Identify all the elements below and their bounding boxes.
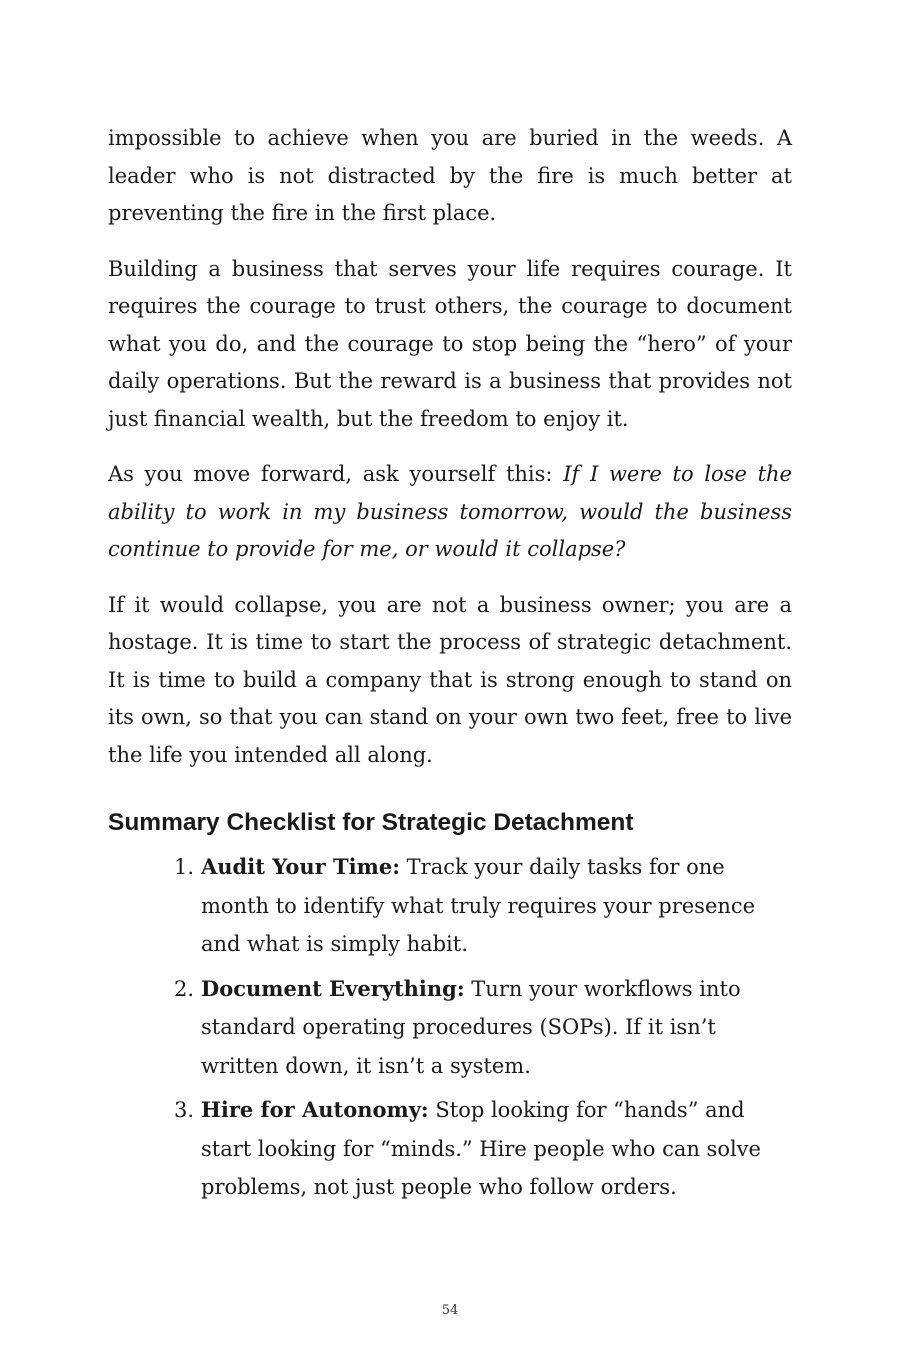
body-paragraph: Building a business that serves your life requires courage. It requires the courage to trust others, the courage to document what you do, and the courage to stop being the “hero” of your daily operations. But the reward is a business that provides not just financial wealth, but the freedom to enjoy it. — [108, 256, 792, 431]
page-body — [108, 120, 792, 1213]
body-paragraph-question — [108, 456, 792, 569]
item-lead: Document Everything: — [201, 975, 465, 1001]
question-italic: If I were to lose the ability to work in my business tomorrow, would the business continue to provide for me, or would it collapse? — [108, 462, 792, 561]
checklist-item-audit-time — [174, 848, 792, 964]
section-heading: Summary Checklist for Strategic Detachment — [108, 809, 634, 836]
item-number: 2. — [174, 976, 195, 1001]
item-lead: Hire for Autonomy: — [201, 1097, 429, 1122]
checklist-item-document-everything — [174, 970, 792, 1086]
item-number: 3. — [174, 1098, 195, 1122]
summary-checklist — [108, 848, 792, 1207]
item-text: Track your daily tasks for one month to identify what truly requires your presence and what is simply habit. — [201, 855, 756, 956]
item-number: 1. — [174, 855, 195, 879]
item-text: Turn your workflows into standard operating procedures (SOPs). If it isn’t written down, it isn’t a system. — [201, 976, 741, 1078]
page-number: 54 — [441, 1303, 459, 1318]
checklist-item-hire-autonomy — [174, 1091, 792, 1207]
item-lead: Audit Your Time: — [201, 854, 400, 879]
item-text: Stop looking for “hands” and start looking for “minds.” Hire people who can solve problems, not just people who follow orders. — [201, 1098, 761, 1199]
question-lead-in: As you move forward, ask yourself this: — [108, 462, 564, 486]
body-paragraph: impossible to achieve when you are buried in the weeds. A leader who is not distracted by the fire is much better at preventing the fire in the first place. — [108, 126, 792, 225]
body-paragraph: If it would collapse, you are not a business owner; you are a hostage. It is time to start the process of strategic detachment. It is time to build a company that is strong enough to stand on its own, so that you can stand on your own two feet, free to live the life you intended all along. — [108, 592, 792, 767]
